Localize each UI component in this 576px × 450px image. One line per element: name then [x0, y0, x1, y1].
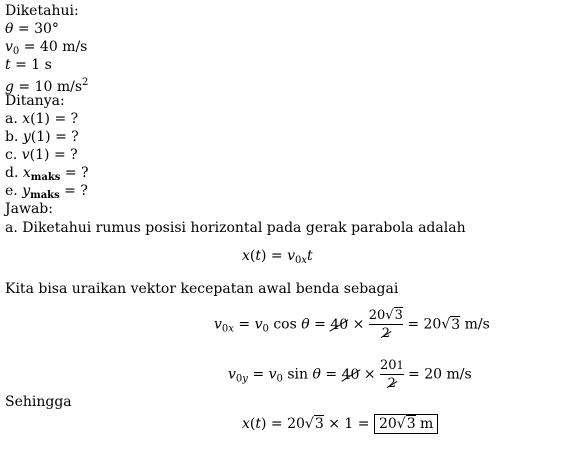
equation-v0y: $v_{0y} = v_0$ sin θ = 40 × $\frac{201}{2}$ = 20 m/s	[228, 358, 472, 391]
final-equation: x(t) = 20√3 × 1 = 20√3 m	[242, 415, 438, 433]
fraction-sqrt3-over-2: $\frac{20√3}{2}$	[368, 308, 403, 341]
final-answer-box: 20√3 m	[374, 414, 438, 434]
struck-40: 40	[330, 316, 349, 333]
ditanya-heading: Ditanya:	[5, 93, 65, 109]
equation-v0x: $v_{0x} = v_0$ cos θ = 40 × $\frac{20√3}{2}$ = 20√3 m/s	[214, 308, 490, 341]
asked-c: c. v(1) = ?	[5, 147, 78, 163]
diketahui-heading: Diketahui:	[5, 3, 79, 19]
struck-40-b: 40	[341, 366, 360, 383]
given-g: g = 10 $m/s^2$	[5, 77, 89, 95]
asked-a: a. x(1) = ?	[5, 111, 79, 127]
formula-xt: $x(t) = v_{0x}t$	[242, 248, 313, 266]
given-v0: $v_0 = 40$ m/s	[5, 39, 88, 57]
given-theta: θ = 30°	[5, 21, 59, 37]
given-t: t = 1 s	[5, 57, 52, 73]
jawab-heading: Jawab:	[5, 201, 53, 217]
asked-d: d. $x_{maks}$ = ?	[5, 165, 89, 183]
part-a-intro: a. Diketahui rumus posisi horizontal pada gerak parabola adalah	[5, 220, 466, 236]
sehingga-heading: Sehingga	[5, 394, 72, 410]
asked-b: b. y(1) = ?	[5, 129, 79, 145]
decompose-text: Kita bisa uraikan vektor kecepatan awal benda sebagai	[5, 281, 399, 297]
asked-e: e. $y_{maks}$ = ?	[5, 183, 88, 201]
fraction-1-over-2: $\frac{201}{2}$	[380, 358, 404, 391]
